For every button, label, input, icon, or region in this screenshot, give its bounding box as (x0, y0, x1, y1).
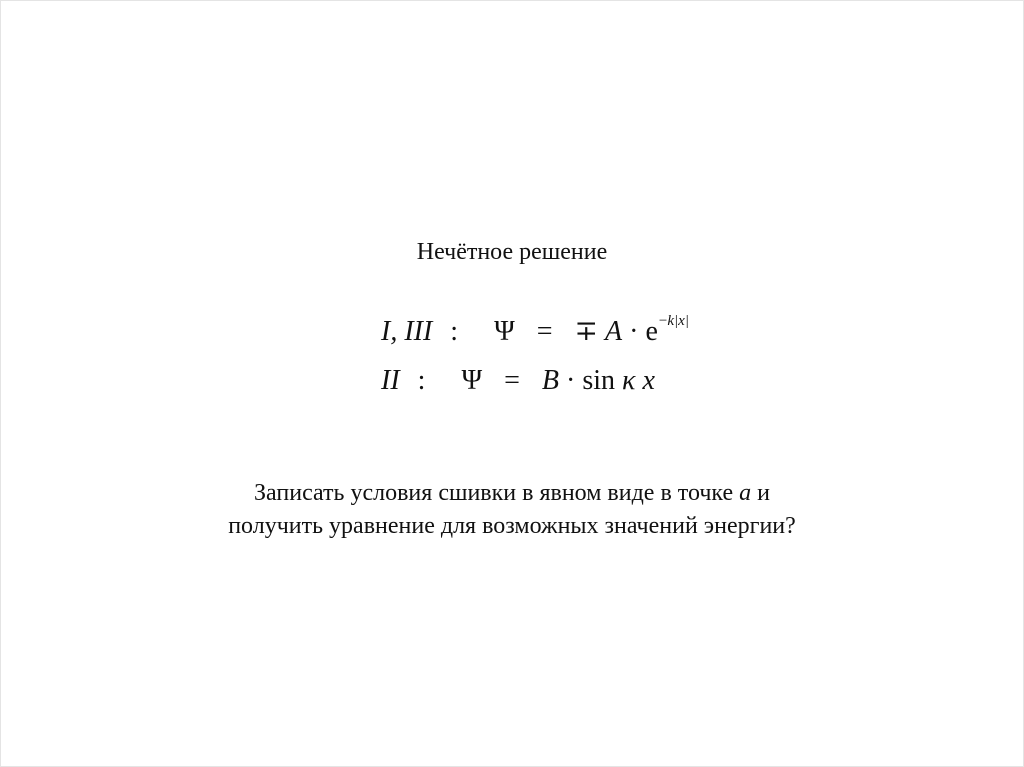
psi-symbol: Ψ (494, 316, 515, 347)
task-line-2: получить уравнение для возможных значений энергии? (228, 513, 796, 539)
exponent-base: e (645, 316, 658, 347)
equals-sign: = (536, 316, 553, 347)
task-text-end: и (751, 480, 770, 506)
multiply-dot: · (629, 316, 639, 347)
formula-odd-outer-regions (381, 315, 689, 353)
variable-x: x (642, 365, 655, 396)
minus-plus-sign: ∓ (574, 316, 599, 347)
region-label: II (381, 365, 400, 396)
multiply-dot: · (566, 365, 576, 396)
coefficient-b: B (541, 365, 560, 396)
point-a: a (739, 480, 752, 506)
colon: : (450, 316, 459, 347)
colon: : (417, 365, 426, 396)
sin-function: sin (582, 365, 616, 396)
equals-sign: = (504, 365, 520, 396)
exponent-sign: − (658, 313, 668, 329)
exponent-k: k (667, 313, 675, 329)
task-line-1 (1, 478, 1023, 508)
kappa-symbol: κ (622, 365, 636, 396)
exponent-abs-x: |x| (674, 313, 689, 329)
exponent (659, 313, 689, 329)
psi-symbol: Ψ (461, 365, 483, 396)
task-text: Записать условия сшивки в явном виде в точке (254, 480, 740, 506)
coefficient-a: A (605, 316, 623, 347)
slide-title: Нечётное решение (416, 239, 608, 265)
formula-odd-inner-region (381, 364, 655, 398)
region-label: I, III (381, 316, 433, 347)
